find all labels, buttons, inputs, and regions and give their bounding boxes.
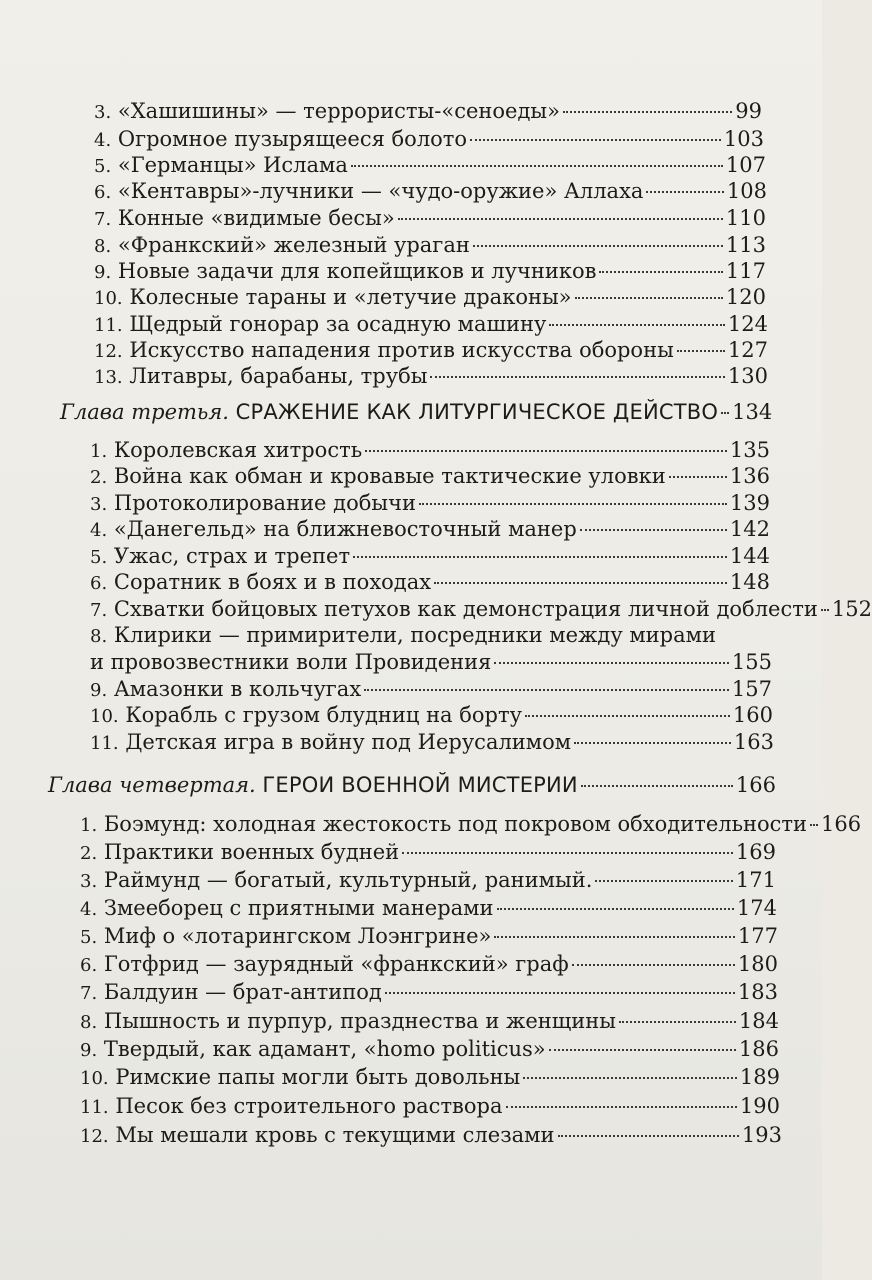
- entry-title: Раймунд — богатый, культурный, ранимый.: [103, 868, 593, 892]
- page-number: 135: [729, 438, 770, 462]
- toc-entry: [94, 232, 766, 260]
- toc-entry: [90, 702, 773, 730]
- page-number: 183: [737, 980, 778, 1004]
- entry-title: Искусство нападения против искусства обороны: [129, 338, 674, 362]
- entry-number: 6.: [90, 573, 108, 594]
- page-number: 174: [736, 896, 777, 920]
- entry-title: Королевская хитрость: [113, 438, 363, 462]
- entry-title: Змееборец с приятными манерами: [103, 896, 494, 920]
- dot-leader: [494, 662, 729, 664]
- entry-title: Огромное пузырящееся болото: [117, 127, 468, 151]
- toc-entry: [94, 258, 766, 286]
- entry-title: Клирики — примирители, посредники между мирами: [113, 623, 716, 647]
- entry-title: Детская игра в войну под Иерусалимом: [125, 730, 572, 754]
- entry-title: Балдуин — брат-антипод: [103, 980, 382, 1004]
- entry-title: и провозвестники воли Провидения: [90, 650, 492, 674]
- toc-entry: [90, 676, 772, 704]
- toc-entry: [94, 126, 764, 154]
- toc-entry: [80, 867, 776, 895]
- entry-title: Практики военных будней: [103, 840, 400, 864]
- page-number: 134: [732, 400, 773, 424]
- dot-leader: [419, 503, 727, 505]
- toc-entry: [94, 152, 766, 180]
- entry-title: «Хашишины» — террористы-«сеноеды»: [117, 99, 560, 123]
- toc-entry: [90, 437, 770, 465]
- entry-title: Амазонки в кольчугах: [113, 677, 362, 701]
- page-number: 117: [725, 259, 766, 283]
- dot-leader: [821, 609, 829, 611]
- entry-title: Мы мешали кровь с текущими слезами: [115, 1123, 555, 1147]
- entry-title: Боэмунд: холодная жестокость под покровом обходительности: [103, 812, 808, 836]
- toc-entry: [80, 979, 778, 1007]
- dot-leader: [721, 412, 729, 414]
- dot-leader: [595, 880, 733, 882]
- page-number: 166: [821, 812, 862, 836]
- toc-entry: [94, 205, 766, 233]
- entry-number: 8.: [80, 1012, 98, 1033]
- entry-number: 12.: [94, 341, 123, 362]
- toc-entry: [90, 516, 770, 544]
- dot-leader: [646, 191, 723, 193]
- dot-leader: [351, 165, 723, 167]
- toc-entry: [80, 839, 776, 867]
- chapter-prefix: Глава четвертая.: [48, 773, 256, 797]
- entry-title: Соратник в боях и в походах: [113, 570, 432, 594]
- page-number: 136: [729, 464, 770, 488]
- dot-leader: [669, 476, 727, 478]
- toc-entry: [80, 923, 778, 951]
- entry-title: Твердый, как адамант, «homo politicus»: [103, 1037, 546, 1061]
- entry-title: Новые задачи для копейщиков и лучников: [117, 259, 597, 283]
- entry-number: 9.: [94, 262, 112, 283]
- dot-leader: [677, 350, 725, 352]
- entry-number: 5.: [80, 927, 98, 948]
- chapter-heading: [48, 772, 776, 798]
- entry-number: 1.: [80, 815, 98, 836]
- entry-number: 3.: [80, 871, 98, 892]
- entry-number: 11.: [90, 733, 119, 754]
- page-number: 139: [729, 491, 770, 515]
- entry-number: 9.: [80, 1040, 98, 1061]
- dot-leader: [572, 964, 735, 966]
- entry-title: Песок без строительного раствора: [115, 1094, 503, 1118]
- entry-number: 7.: [90, 600, 108, 621]
- toc-entry: [90, 490, 770, 518]
- entry-title: Щедрый гонорар за осадную машину: [129, 312, 547, 336]
- entry-title: Конные «видимые бесы»: [117, 206, 395, 230]
- entry-title: «Данегельд» на ближневосточный манер: [113, 517, 577, 541]
- page-number: 107: [725, 153, 766, 177]
- entry-number: 11.: [80, 1097, 109, 1118]
- dot-leader: [563, 111, 732, 113]
- chapter-heading: [60, 399, 772, 425]
- toc-entry: [94, 363, 768, 391]
- dot-leader: [619, 1021, 736, 1023]
- entry-title: Готфрид — заурядный «франкский» граф: [103, 952, 569, 976]
- page-number: 148: [729, 570, 770, 594]
- entry-number: 4.: [90, 520, 108, 541]
- page-number: 144: [729, 544, 770, 568]
- dot-leader: [470, 139, 721, 141]
- dot-leader: [434, 582, 727, 584]
- entry-title: «Германцы» Ислама: [117, 153, 348, 177]
- page-number: 120: [725, 285, 766, 309]
- entry-number: 9.: [90, 680, 108, 701]
- chapter-title: ГЕРОИ ВОЕННОЙ МИСТЕРИИ: [262, 773, 578, 797]
- toc-entry: [90, 463, 770, 491]
- page-number: 113: [725, 233, 766, 257]
- page-number: 171: [735, 868, 776, 892]
- dot-leader: [402, 852, 733, 854]
- entry-title: Протоколирование добычи: [113, 491, 416, 515]
- toc-entry: [90, 543, 770, 571]
- entry-number: 2.: [90, 467, 108, 488]
- page-number: 103: [723, 127, 764, 151]
- page-number: 193: [741, 1123, 782, 1147]
- dot-leader: [523, 1077, 737, 1079]
- toc-entry: [94, 178, 767, 206]
- dot-leader: [494, 936, 735, 938]
- entry-number: 13.: [94, 367, 123, 388]
- dot-leader: [599, 271, 722, 273]
- toc-entry: [80, 895, 777, 923]
- toc-entry: [90, 622, 770, 650]
- page-number: 160: [732, 703, 773, 727]
- entry-number: 6.: [94, 182, 112, 203]
- dot-leader: [430, 376, 724, 378]
- page-number: 190: [739, 1094, 780, 1118]
- entry-number: 10.: [94, 288, 123, 309]
- toc-entry: [90, 649, 772, 675]
- toc-entry: [90, 569, 770, 597]
- toc-entry: [80, 1093, 780, 1121]
- dot-leader: [506, 1106, 737, 1108]
- entry-title: Война как обман и кровавые тактические уловки: [113, 464, 666, 488]
- dot-leader: [549, 1049, 736, 1051]
- toc-entry: [90, 729, 774, 757]
- toc-entry: [94, 337, 768, 365]
- chapter-title: СРАЖЕНИЕ КАК ЛИТУРГИЧЕСКОЕ ДЕЙСТВО: [235, 400, 719, 424]
- toc-entry: [94, 311, 768, 339]
- page-number: 180: [737, 952, 778, 976]
- dot-leader: [575, 297, 723, 299]
- chapter-prefix: Глава третья.: [60, 400, 229, 424]
- page-number: 110: [725, 206, 766, 230]
- toc-entry: [80, 1064, 780, 1092]
- dot-leader: [549, 324, 725, 326]
- toc-entry: [80, 1008, 779, 1036]
- toc-entry: [94, 98, 762, 126]
- dot-leader: [497, 908, 734, 910]
- entry-number: 7.: [94, 209, 112, 230]
- entry-title: Миф о «лотарингском Лоэнгрине»: [103, 924, 492, 948]
- dot-leader: [364, 689, 729, 691]
- dot-leader: [353, 556, 727, 558]
- entry-number: 10.: [80, 1068, 109, 1089]
- toc-entry: [90, 596, 872, 624]
- page-number: 130: [727, 364, 768, 388]
- page-number: 157: [731, 677, 772, 701]
- dot-leader: [810, 824, 818, 826]
- toc-entry: [80, 1122, 782, 1150]
- entry-number: 10.: [90, 706, 119, 727]
- page-number: 184: [738, 1009, 779, 1033]
- entry-number: 5.: [94, 156, 112, 177]
- entry-number: 12.: [80, 1126, 109, 1147]
- toc-entry: [80, 811, 862, 839]
- page-number: 166: [735, 773, 776, 797]
- page-number: 108: [726, 179, 767, 203]
- dot-leader: [558, 1135, 739, 1137]
- page-number: 163: [733, 730, 774, 754]
- entry-title: Колесные тараны и «летучие драконы»: [129, 285, 572, 309]
- entry-title: «Франкский» железный ураган: [117, 233, 470, 257]
- page-number: 189: [739, 1065, 780, 1089]
- page-number: 124: [727, 312, 768, 336]
- entry-title: «Кентавры»-лучники — «чудо-оружие» Аллаха: [117, 179, 644, 203]
- page-number: 169: [735, 840, 776, 864]
- entry-title: Схватки бойцовых петухов как демонстрация личной доблести: [113, 597, 818, 621]
- page-number: 155: [731, 650, 772, 674]
- page-number: 127: [727, 338, 768, 362]
- page-number: 177: [737, 924, 778, 948]
- entry-number: 3.: [90, 494, 108, 515]
- dot-leader: [398, 218, 723, 220]
- entry-number: 8.: [90, 626, 108, 647]
- dot-leader: [385, 992, 735, 994]
- entry-number: 4.: [94, 130, 112, 151]
- toc-entry: [80, 951, 778, 979]
- page-number: 142: [729, 517, 770, 541]
- dot-leader: [473, 245, 723, 247]
- dot-leader: [581, 785, 733, 787]
- entry-number: 3.: [94, 102, 112, 123]
- entry-number: 2.: [80, 843, 98, 864]
- entry-title: Корабль с грузом блудниц на борту: [125, 703, 522, 727]
- dot-leader: [365, 450, 727, 452]
- dot-leader: [574, 742, 731, 744]
- entry-title: Римские папы могли быть довольны: [115, 1065, 521, 1089]
- entry-number: 11.: [94, 315, 123, 336]
- entry-title: Литавры, барабаны, трубы: [129, 364, 428, 388]
- page-number: 99: [735, 99, 762, 123]
- entry-number: 4.: [80, 899, 98, 920]
- entry-number: 8.: [94, 236, 112, 257]
- toc-entry: [94, 284, 766, 312]
- page-number: 186: [738, 1037, 779, 1061]
- entry-number: 5.: [90, 547, 108, 568]
- entry-title: Пышность и пурпур, празднества и женщины: [103, 1009, 616, 1033]
- entry-number: 6.: [80, 955, 98, 976]
- dot-leader: [525, 715, 730, 717]
- page-number: 152: [831, 597, 872, 621]
- entry-title: Ужас, страх и трепет: [113, 544, 351, 568]
- entry-number: 7.: [80, 983, 98, 1004]
- entry-number: 1.: [90, 441, 108, 462]
- toc-entry: [80, 1036, 779, 1064]
- dot-leader: [580, 529, 727, 531]
